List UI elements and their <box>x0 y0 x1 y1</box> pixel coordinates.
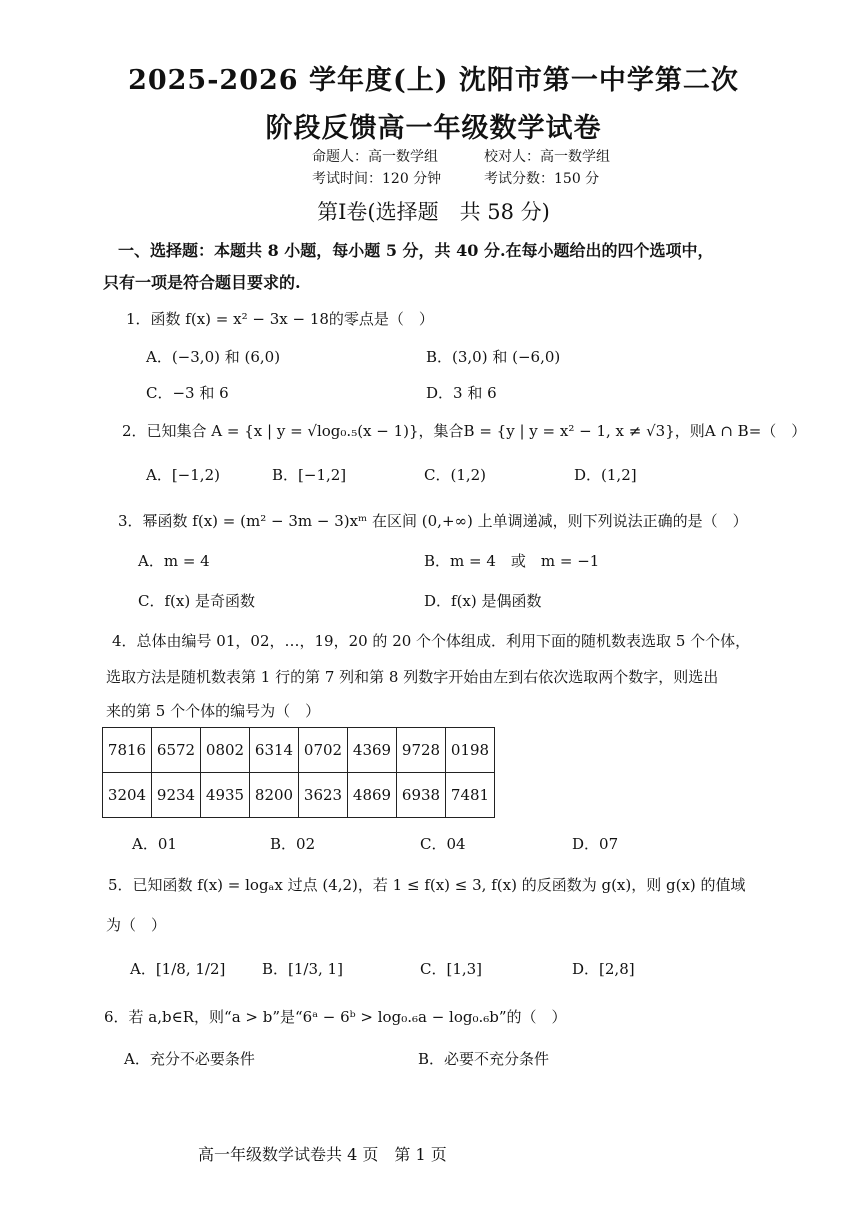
q4-option-d: D．07 <box>572 835 619 853</box>
author: 命题人：高一数学组 <box>312 149 438 165</box>
proofreader: 校对人：高一数学组 <box>484 149 610 165</box>
table-cell: 3204 <box>103 773 152 818</box>
table-row <box>103 773 495 818</box>
q6-option-b: B．必要不充分条件 <box>418 1050 550 1068</box>
q1-stem: 1．函数 f(x) = x² − 3x − 18的零点是（ ） <box>126 310 434 328</box>
table-cell: 4935 <box>201 773 250 818</box>
table-cell: 6938 <box>397 773 446 818</box>
q5-stem-line1: 5．已知函数 f(x) = logₐx 过点 (4,2)，若 1 ≤ f(x) ≤ 3, f(x) 的反函数为 g(x)，则 g(x) 的值域 <box>108 876 746 894</box>
table-cell: 7481 <box>446 773 495 818</box>
exam-time: 考试时间：120 分钟 <box>312 171 442 187</box>
table-cell: 8200 <box>250 773 299 818</box>
q4-stem-line2: 选取方法是随机数表第 1 行的第 7 列和第 8 列数字开始由左到右依次选取两个数字，则选出 <box>106 668 719 686</box>
q5-option-a: A．[1/8, 1/2] <box>130 960 226 978</box>
exam-title-line1: 2025-2026 学年度(上) 沈阳市第一中学第二次 <box>128 65 739 96</box>
table-cell: 6572 <box>152 728 201 773</box>
part-title: 第Ⅰ卷(选择题 共 58 分) <box>317 200 550 224</box>
q1-option-b: B．(3,0) 和 (−6,0) <box>426 348 561 366</box>
table-cell: 9234 <box>152 773 201 818</box>
q6-stem: 6．若 a,b∈R，则“a > b”是“6ᵃ − 6ᵇ > log₀.₆a − log₀.₆b”的（ ） <box>104 1008 567 1026</box>
q6-option-a: A．充分不必要条件 <box>124 1050 255 1068</box>
q5-option-d: D．[2,8] <box>572 960 635 978</box>
q3-option-c: C．f(x) 是奇函数 <box>138 592 255 610</box>
q4-stem-line1: 4．总体由编号 01，02，…，19，20 的 20 个个体组成．利用下面的随机数表选取 5 个个体， <box>112 632 751 650</box>
table-cell: 4869 <box>348 773 397 818</box>
q4-option-c: C．04 <box>420 835 466 853</box>
q5-option-b: B．[1/3, 1] <box>262 960 343 978</box>
q5-stem-line2: 为（ ） <box>106 916 167 934</box>
q4-option-b: B．02 <box>270 835 316 853</box>
q2-option-c: C．(1,2) <box>424 466 487 484</box>
table-row <box>103 728 495 773</box>
table-cell: 9728 <box>397 728 446 773</box>
table-cell: 6314 <box>250 728 299 773</box>
q2-option-d: D．(1,2] <box>574 466 637 484</box>
q2-option-b: B．[−1,2] <box>272 466 347 484</box>
exam-title-line2: 阶段反馈高一年级数学试卷 <box>265 113 602 144</box>
q1-option-a: A．(−3,0) 和 (6,0) <box>146 348 281 366</box>
q4-option-a: A．01 <box>132 835 177 853</box>
table-cell: 7816 <box>103 728 152 773</box>
random-number-table <box>102 727 495 818</box>
table-cell: 3623 <box>299 773 348 818</box>
exam-score: 考试分数：150 分 <box>484 171 600 187</box>
section1-instruction-line1: 一、选择题：本题共 8 小题，每小题 5 分，共 40 分.在每小题给出的四个选项中， <box>118 241 714 260</box>
table-cell: 4369 <box>348 728 397 773</box>
q3-stem: 3．幂函数 f(x) = (m² − 3m − 3)xᵐ 在区间 (0,+∞) 上单调递减，则下列说法正确的是（ ） <box>118 512 748 530</box>
q1-option-c: C．−3 和 6 <box>146 384 229 402</box>
table-cell: 0802 <box>201 728 250 773</box>
page-footer: 高一年级数学试卷共 4 页 第 1 页 <box>198 1145 447 1164</box>
q2-stem: 2．已知集合 A = {x | y = √log₀.₅(x − 1)}，集合B = {y | y = x² − 1, x ≠ √3}，则A ∩ B=（ ） <box>122 422 807 440</box>
q1-option-d: D．3 和 6 <box>426 384 497 402</box>
q3-option-d: D．f(x) 是偶函数 <box>424 592 542 610</box>
q4-stem-line3: 来的第 5 个个体的编号为（ ） <box>106 702 321 720</box>
section1-instruction-line2: 只有一项是符合题目要求的. <box>103 273 301 292</box>
q2-option-a: A．[−1,2) <box>146 466 220 484</box>
q5-option-c: C．[1,3] <box>420 960 483 978</box>
table-cell: 0702 <box>299 728 348 773</box>
q3-option-b: B．m = 4 或 m = −1 <box>424 552 600 570</box>
q3-option-a: A．m = 4 <box>138 552 210 570</box>
table-cell: 0198 <box>446 728 495 773</box>
